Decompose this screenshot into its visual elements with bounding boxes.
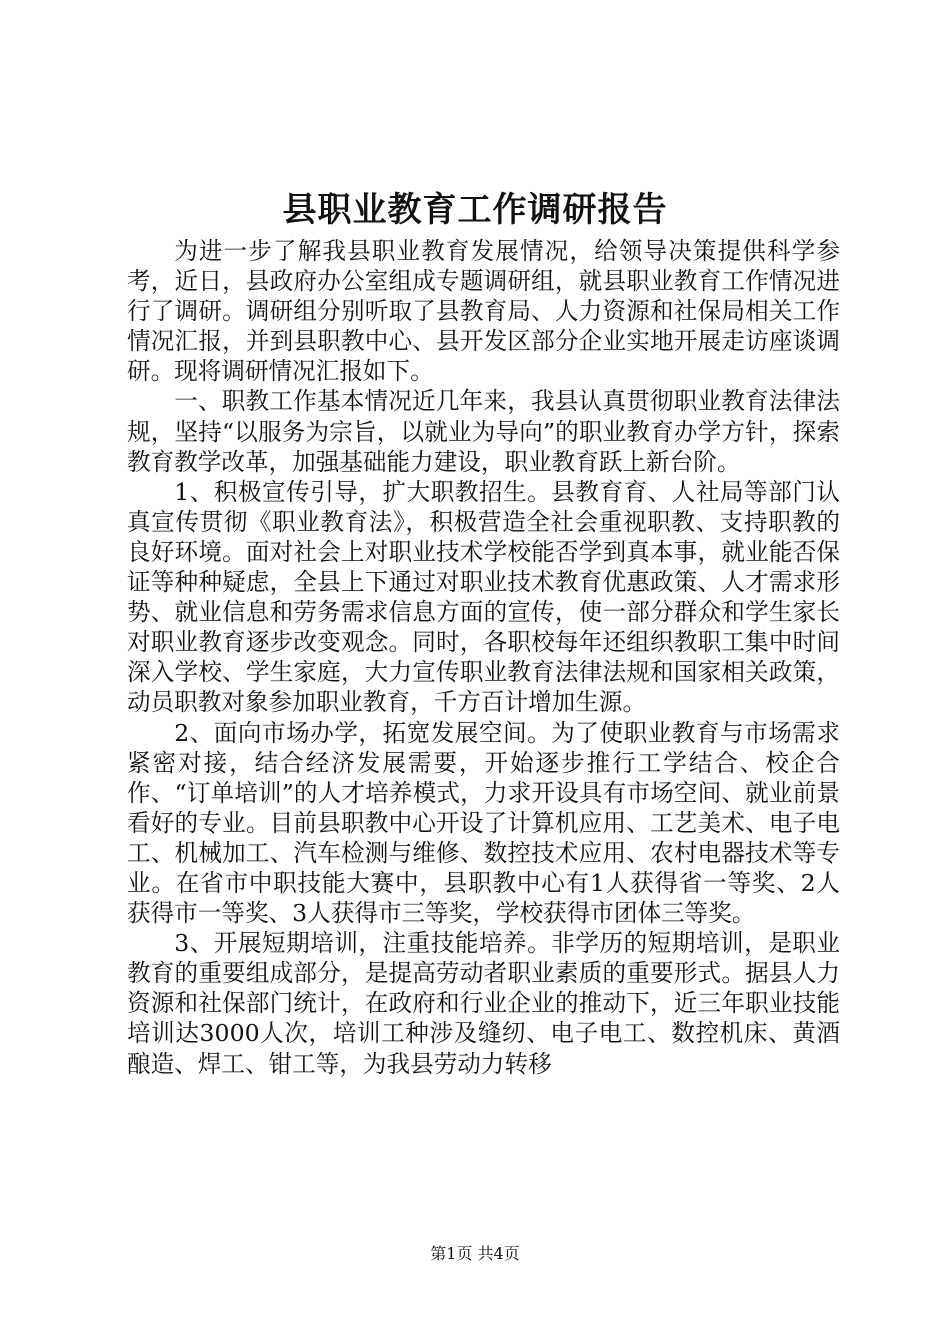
paragraph-item-2: 2、面向市场办学，拓宽发展空间。为了使职业教育与市场需求紧密对接，结合经济发展需要，开始逐步推行工学结合、校企合作、“订单培训”的人才培养模式，力求开设具有市场空间、就业前景看好的专业。目前县职教中心开设了计算机应用、工艺美术、电子电工、机械加工、汽车检测与维修、数控技术应用、农村电器技术等专业。在省市中职技能大赛中，县职教中心有1人获得省一等奖、2人获得市一等奖、3人获得市三等奖，学校获得市团体三等奖。 — [127, 718, 840, 928]
paragraph-item-1: 1、积极宣传引导，扩大职教招生。县教育育、人社局等部门认真宣传贯彻《职业教育法》，积极营造全社会重视职教、支持职教的良好环境。面对社会上对职业技术学校能否学到真本事，就业能否保证等种种疑虑，全县上下通过对职业技术教育优惠政策、人才需求形势、就业信息和劳务需求信息方面的宣传，使一部分群众和学生家长对职业教育逐步改变观念。同时，各职校每年还组织教职工集中时间深入学校、学生家庭，大力宣传职业教育法律法规和国家相关政策，动员职教对象参加职业教育，千方百计增加生源。 — [127, 477, 840, 717]
document-body — [127, 236, 840, 1079]
page-number-footer: 第1页 共4页 — [430, 1244, 520, 1263]
document-title: 县职业教育工作调研报告 — [282, 190, 668, 230]
paragraph-intro: 为进一步了解我县职业教育发展情况，给领导决策提供科学参考，近日，县政府办公室组成专题调研组，就县职业教育工作情况进行了调研。调研组分别听取了县教育局、人力资源和社保局相关工作情况汇报，并到县职教中心、县开发区部分企业实地开展走访座谈调研。现将调研情况汇报如下。 — [127, 237, 840, 386]
paragraph-section-1: 一、职教工作基本情况近几年来，我县认真贯彻职业教育法律法规，坚持“以服务为宗旨，以就业为导向”的职业教育办学方针，探索教育教学改革，加强基础能力建设，职业教育跃上新台阶。 — [127, 387, 840, 476]
paragraph-item-3: 3、开展短期培训，注重技能培养。非学历的短期培训，是职业教育的重要组成部分，是提高劳动者职业素质的重要形式。据县人力资源和社保部门统计，在政府和行业企业的推动下，近三年职业技能培训达3000人次，培训工种涉及缝纫、电子电工、数控机床、黄酒酿造、焊工、钳工等，为我县劳动力转移 — [127, 929, 840, 1078]
